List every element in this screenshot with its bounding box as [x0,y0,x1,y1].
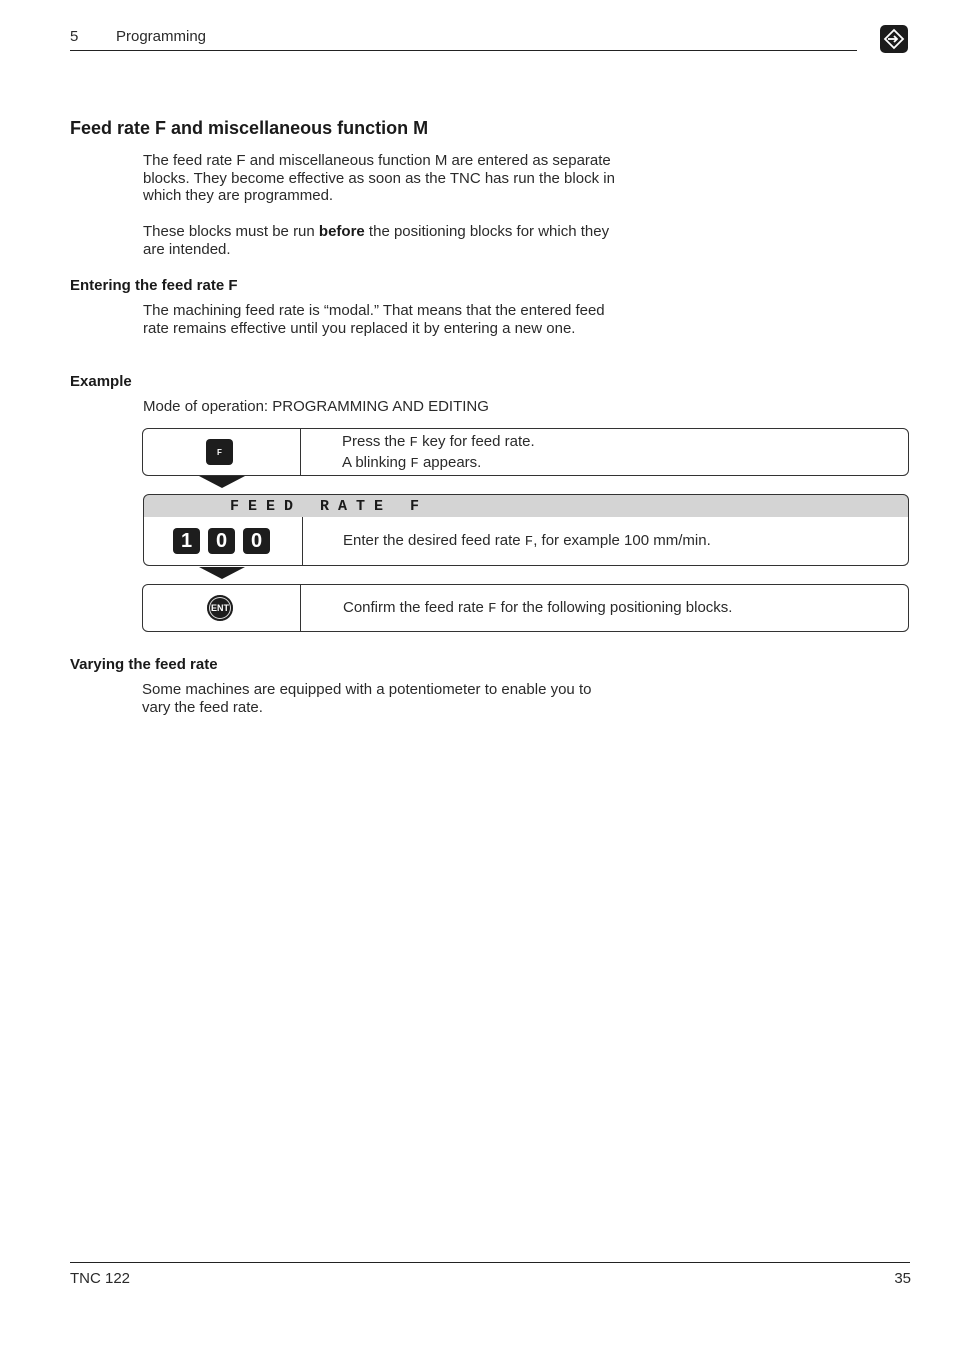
ent-key-icon: ENT [207,595,233,621]
varying-text: Some machines are equipped with a potentiometer to enable you to vary the feed rate. [142,681,592,716]
digit-key-1-icon: 1 [173,528,200,554]
step-1-text: Press the F key for feed rate. A blinking F appears. [342,433,535,472]
mode-of-operation: Mode of operation: PROGRAMMING AND EDITING [143,398,489,415]
intro-paragraph-1: The feed rate F and miscellaneous function M are entered as separate blocks. They become effective as soon as the TNC has run the block in which they are programmed. [143,152,615,204]
step-divider [300,585,301,631]
header-rule [70,50,857,51]
step-3-text: Confirm the feed rate F for the following positioning blocks. [343,599,733,617]
chapter-title: Programming [116,28,207,45]
chapter-number: 5 [70,28,79,45]
programming-mode-icon [880,25,908,53]
step-3-box [142,584,909,632]
step-divider [302,517,303,565]
page-number: 35 [894,1270,911,1287]
digit-key-0-icon: 0 [208,528,235,554]
footer-product: TNC 122 [70,1270,131,1287]
emphasis-before: before [318,223,365,240]
varying-heading: Varying the feed rate [70,656,218,673]
f-key-icon: F [206,439,233,465]
display-screen [143,494,909,519]
down-arrow-icon [199,476,245,488]
step-divider [300,429,301,475]
entering-text: The machining feed rate is “modal.” That means that the entered feed rate remains effective until you replaced it by entering a new one. [143,302,605,337]
section-title: Feed rate F and miscellaneous function M [70,118,429,138]
example-heading: Example [70,373,132,390]
footer-rule [70,1262,910,1263]
step-1-box [142,428,909,476]
intro-paragraph-2: These blocks must be run before the positioning blocks for which they are intended. [143,223,610,258]
step-2-text: Enter the desired feed rate F, for example 100 mm/min. [343,532,711,550]
step-2-box [143,517,909,566]
digit-key-0-icon: 0 [243,528,270,554]
display-text: F E E D R A T E F [230,498,420,515]
entering-heading: Entering the feed rate F [70,277,238,294]
down-arrow-icon [199,567,245,579]
